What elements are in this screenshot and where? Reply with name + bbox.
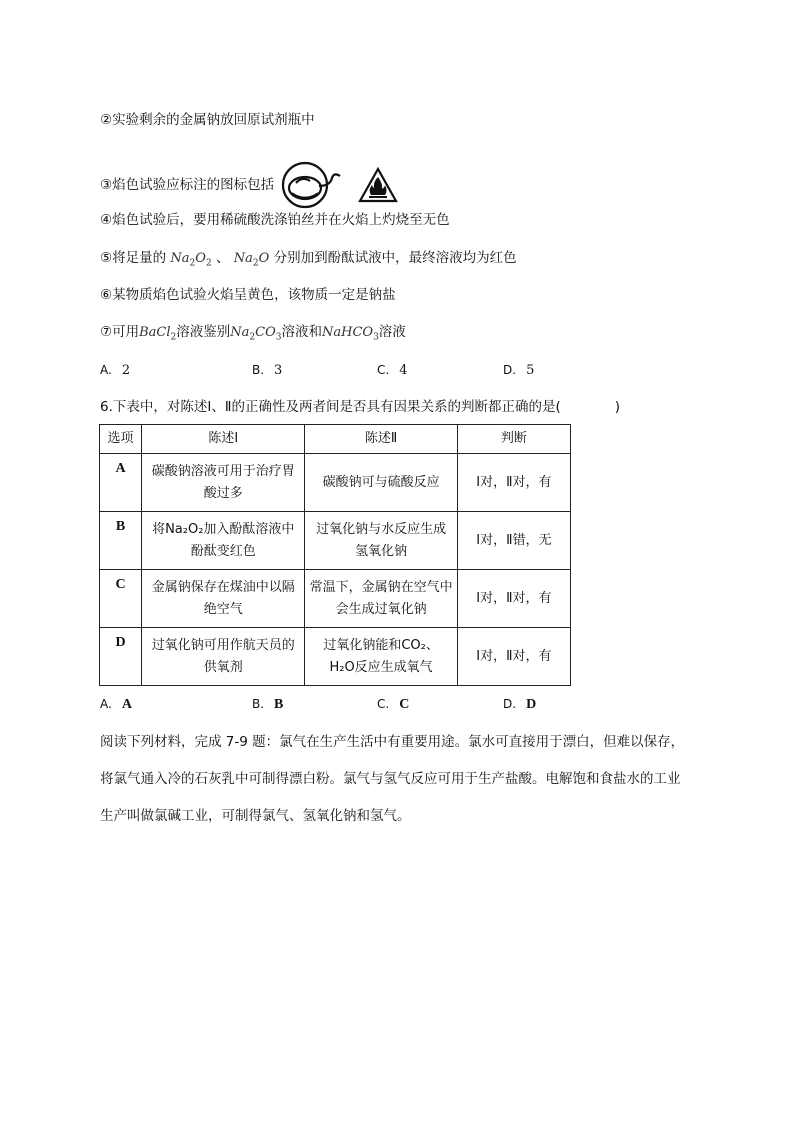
row-statement-2: 过氧化钠能和CO₂、 H₂O反应生成氧气 <box>305 628 457 686</box>
statement-7-mid: 溶液鉴别 <box>176 324 231 340</box>
table-row <box>100 628 571 686</box>
header-option: 选项 <box>100 425 142 454</box>
reading-passage <box>100 724 710 835</box>
statement-4: ④焰色试验后，要用稀硫酸洗涤铂丝并在火焰上灼烧至无色 <box>100 212 450 228</box>
row-option: A <box>100 454 142 512</box>
table-header-row <box>100 425 571 454</box>
statement-2: ②实验剩余的金属钠放回原试剂瓶中 <box>100 112 315 128</box>
q6-choice-b[interactable]: B. B <box>252 697 284 712</box>
row-statement-1: 金属钠保存在煤油中以隔 绝空气 <box>142 570 305 628</box>
row-judgement: Ⅰ对，Ⅱ错，无 <box>457 512 570 570</box>
row-statement-1: 过氧化钠可用作航天员的 供氧剂 <box>142 628 305 686</box>
formula-na2co3: $Na_2CO_3$ <box>230 325 282 343</box>
statement-7-suffix: 溶液 <box>378 324 406 340</box>
row-judgement: Ⅰ对，Ⅱ对，有 <box>457 570 570 628</box>
row-judgement: Ⅰ对，Ⅱ对，有 <box>457 454 570 512</box>
statement-3 <box>100 160 399 210</box>
q6-stem: 6.下表中，对陈述Ⅰ、Ⅱ的正确性及两者间是否具有因果关系的判断都正确的是( ) <box>100 399 621 415</box>
q5-choices <box>100 360 640 380</box>
formula-na2o2: $Na_2O_2$ <box>170 251 212 269</box>
row-statement-1: 将Na₂O₂加入酚酞溶液中 酚酞变红色 <box>142 512 305 570</box>
q5-choice-b[interactable]: B. 3 <box>252 363 283 378</box>
statement-5-prefix: ⑤将足量的 <box>100 250 167 266</box>
statement-7-prefix: ⑦可用 <box>100 324 140 340</box>
table-row <box>100 512 571 570</box>
q6-choices <box>100 694 640 714</box>
statement-6: ⑥某物质焰色试验火焰呈黄色，该物质一定是钠盐 <box>100 287 396 303</box>
header-statement-1: 陈述Ⅰ <box>142 425 305 454</box>
table-row <box>100 454 571 512</box>
row-statement-1: 碳酸钠溶液可用于治疗胃 酸过多 <box>142 454 305 512</box>
reading-line-1: 阅读下列材料，完成 7-9 题：氯气在生产生活中有重要用途。氯水可直接用于漂白，但难以保存， <box>100 734 685 750</box>
row-judgement: Ⅰ对，Ⅱ对，有 <box>457 628 570 686</box>
flammable-warning-icon <box>357 166 399 204</box>
header-judgement: 判断 <box>457 425 570 454</box>
formula-bacl2: BaCl$_2$ <box>139 325 177 343</box>
hot-surface-icon <box>280 160 346 210</box>
formula-nahco3: NaHCO$_3$ <box>321 325 379 343</box>
header-statement-2: 陈述Ⅱ <box>305 425 457 454</box>
table-row <box>100 570 571 628</box>
row-statement-2: 过氧化钠与水反应生成 氢氧化钠 <box>305 512 457 570</box>
q6-choice-c[interactable]: C. C <box>377 697 410 712</box>
row-option: D <box>100 628 142 686</box>
statement-7-mid2: 溶液和 <box>281 324 322 340</box>
statement-5-suffix: 分别加到酚酞试液中，最终溶液均为红色 <box>273 250 517 266</box>
hazard-icons <box>280 160 398 210</box>
q5-choice-a[interactable]: A. 2 <box>100 363 131 378</box>
statement-5-sep: 、 <box>215 250 230 266</box>
reading-line-2: 将氯气通入冷的石灰乳中可制得漂白粉。氯气与氢气反应可用于生产盐酸。电解饱和食盐水的工业 <box>100 771 681 787</box>
reading-line-3: 生产叫做氯碱工业，可制得氯气、氢氧化钠和氢气。 <box>100 808 411 824</box>
statement-7 <box>100 322 406 348</box>
statement-3-text: ③焰色试验应标注的图标包括 <box>100 177 275 193</box>
q6-choice-a[interactable]: A. A <box>100 697 132 712</box>
q5-choice-c[interactable]: C. 4 <box>377 363 408 378</box>
statement-5 <box>100 248 517 274</box>
row-statement-2: 常温下，金属钠在空气中 会生成过氧化钠 <box>305 570 457 628</box>
row-statement-2: 碳酸钠可与硫酸反应 <box>305 454 457 512</box>
row-option: B <box>100 512 142 570</box>
q5-choice-d[interactable]: D. 5 <box>503 363 535 378</box>
q6-choice-d[interactable]: D. D <box>503 697 537 712</box>
q6-table <box>99 424 571 686</box>
row-option: C <box>100 570 142 628</box>
formula-na2o: $Na_2O$ <box>233 251 270 269</box>
